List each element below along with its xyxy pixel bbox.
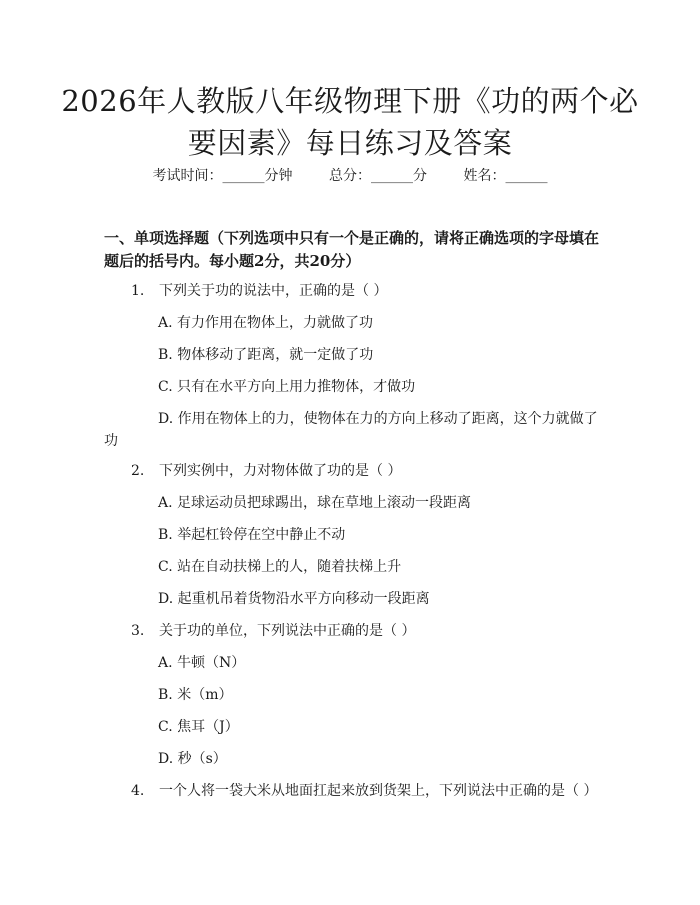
question-stem: 下列实例中，力对物体做了功的是（ ） [159,463,402,479]
question-stem: 一个人将一袋大米从地面扛起来放到货架上，下列说法中正确的是（ ） [159,783,598,799]
option-c: C. 站在自动扶梯上的人，随着扶梯上升 [158,559,402,575]
option-a: A. 牛顿（N） [158,655,246,671]
option-a: A. 足球运动员把球踢出，球在草地上滚动一段距离 [158,495,472,511]
question-stem: 关于功的单位，下列说法中正确的是（ ） [159,623,416,639]
option-c: C. 焦耳（J） [158,719,239,735]
option-b: B. 举起杠铃停在空中静止不动 [158,527,346,543]
option-d: D. 起重机吊着货物沿水平方向移动一段距离 [158,591,430,607]
total-score-field: 总分：______分 [329,168,427,184]
option-b: B. 米（m） [158,687,233,703]
question-number: 3. [131,623,145,639]
section-heading: 一、单项选择题（下列选项中只有一个是正确的，请将正确选项的字母填在题后的括号内。每小题2分，共20分） [104,229,600,270]
exam-info-line [0,166,700,186]
question-number: 2. [131,463,145,479]
option-d: D. 作用在物体上的力，使物体在力的方向上移动了距离，这个力就做了功 [104,411,598,449]
option-c: C. 只有在水平方向上用力推物体，才做功 [158,379,416,395]
option-a: A. 有力作用在物体上，力就做了功 [158,315,374,331]
option-b: B. 物体移动了距离，就一定做了功 [158,347,374,363]
question-number: 1. [131,283,145,299]
page-title: 2026年人教版八年级物理下册《功的两个必要因素》每日练习及答案 [61,84,639,160]
exam-time-field: 考试时间：______分钟 [152,168,293,184]
question-stem: 下列关于功的说法中，正确的是（ ） [159,283,388,299]
option-d: D. 秒（s） [158,751,227,767]
question-number: 4. [131,783,145,799]
student-name-field: 姓名：______ [463,168,548,184]
